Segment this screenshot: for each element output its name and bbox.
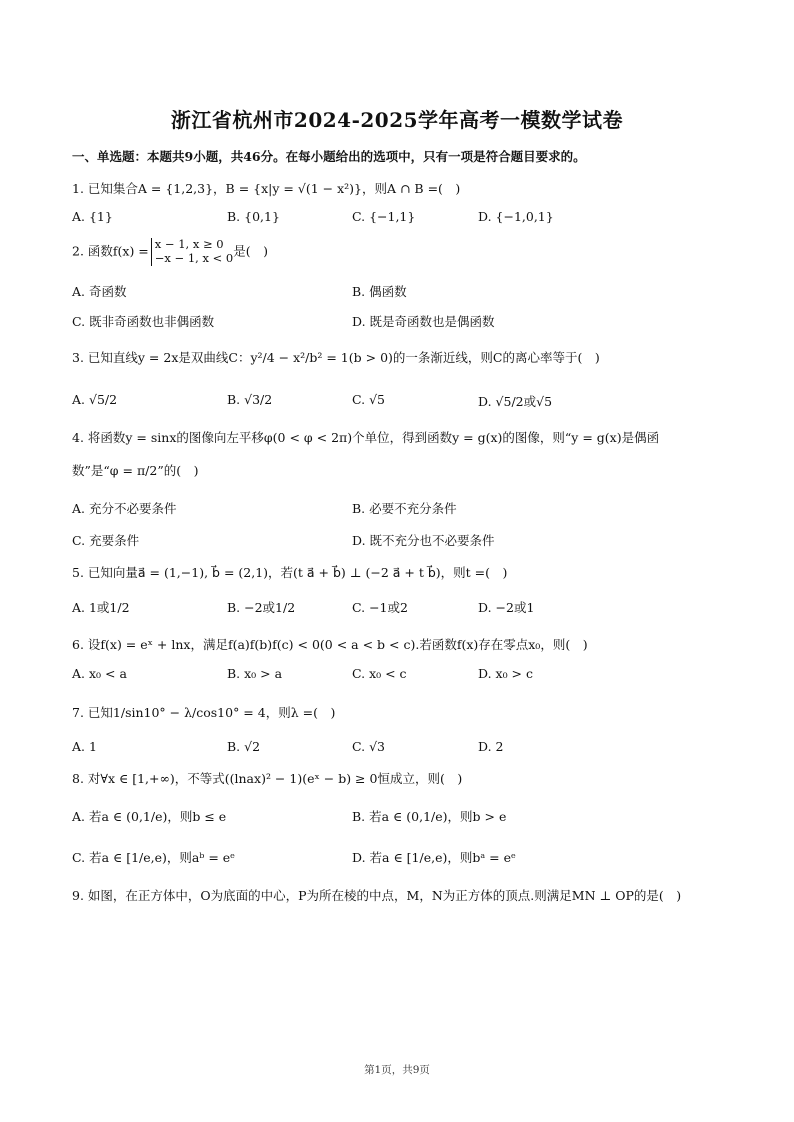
q3-option-d: D. √5/2或√5: [478, 394, 553, 409]
q5-option-b: B. −2或1/2: [227, 600, 296, 615]
q7-option-d: D. 2: [478, 739, 504, 754]
page-footer: 第1页，共9页: [364, 1064, 430, 1076]
question-3-stem: 3. 已知直线y = 2x是双曲线C：y²/4 − x²/b² = 1(b > 0)的一条渐近线，则C的离心率等于( ): [72, 350, 600, 365]
question-8-stem: 8. 对∀x ∈ [1,+∞)，不等式((lnax)² − 1)(eˣ − b) ≥ 0恒成立，则( ): [72, 771, 463, 786]
q3-option-a: A. √5/2: [72, 392, 118, 407]
q2-piecewise: [151, 238, 233, 266]
q2-stem-prefix: 2. 函数f(x) =: [72, 243, 149, 259]
q4-option-a: A. 充分不必要条件: [72, 501, 177, 516]
question-7-stem: 7. 已知1/sin10° − λ/cos10° = 4，则λ =( ): [72, 705, 336, 720]
q8-option-b: B. 若a ∈ (0,1/e)，则b > e: [352, 809, 507, 824]
q1-option-b: B. {0,1}: [227, 209, 280, 224]
q6-option-a: A. x₀ < a: [72, 666, 127, 681]
q2-piece-1: x − 1, x ≥ 0: [154, 237, 224, 251]
question-4-stem-line-2: 数”是“φ = π/2”的( ): [72, 463, 199, 478]
q2-option-b: B. 偶函数: [352, 284, 407, 299]
q6-option-c: C. x₀ < c: [352, 666, 407, 681]
question-2-stem: [72, 238, 268, 266]
question-1-stem: 1. 已知集合A = {1,2,3}，B = {x|y = √(1 − x²)}，则A ∩ B =( ): [72, 181, 461, 196]
q2-option-a: A. 奇函数: [72, 284, 127, 299]
q4-option-d: D. 既不充分也不必要条件: [352, 533, 495, 548]
q4-option-c: C. 充要条件: [72, 533, 140, 548]
q5-option-a: A. 1或1/2: [72, 600, 130, 615]
question-9-stem: 9. 如图，在正方体中，O为底面的中心，P为所在棱的中点，M，N为正方体的顶点.则满足MN ⊥ OP的是( ): [72, 888, 682, 903]
q6-option-d: D. x₀ > c: [478, 666, 534, 681]
q1-option-a: A. {1}: [72, 209, 113, 224]
q3-option-b: B. √3/2: [227, 392, 273, 407]
q2-piece-2: −x − 1, x < 0: [154, 250, 234, 265]
q2-option-d: D. 既是奇函数也是偶函数: [352, 314, 495, 329]
q7-option-b: B. √2: [227, 739, 261, 754]
q7-option-a: A. 1: [72, 739, 97, 754]
q3-option-c: C. √5: [352, 392, 385, 407]
q8-option-d: D. 若a ∈ [1/e,e)，则bᵃ = eᵉ: [352, 850, 516, 865]
q2-option-c: C. 既非奇函数也非偶函数: [72, 314, 215, 329]
q2-stem-suffix: 是( ): [233, 243, 268, 259]
q7-option-c: C. √3: [352, 739, 385, 754]
q5-option-c: C. −1或2: [352, 600, 408, 615]
q8-option-c: C. 若a ∈ [1/e,e)，则aᵇ = eᵉ: [72, 850, 236, 865]
section-heading: 一、单选题：本题共9小题，共46分。在每小题给出的选项中，只有一项是符合题目要求的。: [72, 149, 586, 164]
q1-option-d: D. {−1,0,1}: [478, 209, 554, 224]
q6-option-b: B. x₀ > a: [227, 666, 283, 681]
question-6-stem: 6. 设f(x) = eˣ + lnx，满足f(a)f(b)f(c) < 0(0 < a < b < c).若函数f(x)存在零点x₀，则( ): [72, 637, 588, 652]
question-5-stem: 5. 已知向量a⃗ = (1,−1), b⃗ = (2,1)，若(t a⃗ + b⃗) ⊥ (−2 a⃗ + t b⃗)，则t =( ): [72, 565, 508, 580]
q8-option-a: A. 若a ∈ (0,1/e)，则b ≤ e: [72, 809, 227, 824]
q5-option-d: D. −2或1: [478, 600, 535, 615]
q4-option-b: B. 必要不充分条件: [352, 501, 457, 516]
question-4-stem-line-1: 4. 将函数y = sinx的图像向左平移φ(0 < φ < 2π)个单位，得到函数y = g(x)的图像，则“y = g(x)是偶函: [72, 430, 660, 445]
q1-option-c: C. {−1,1}: [352, 209, 416, 224]
exam-title: 浙江省杭州市2024-2025学年高考一模数学试卷: [170, 108, 624, 132]
